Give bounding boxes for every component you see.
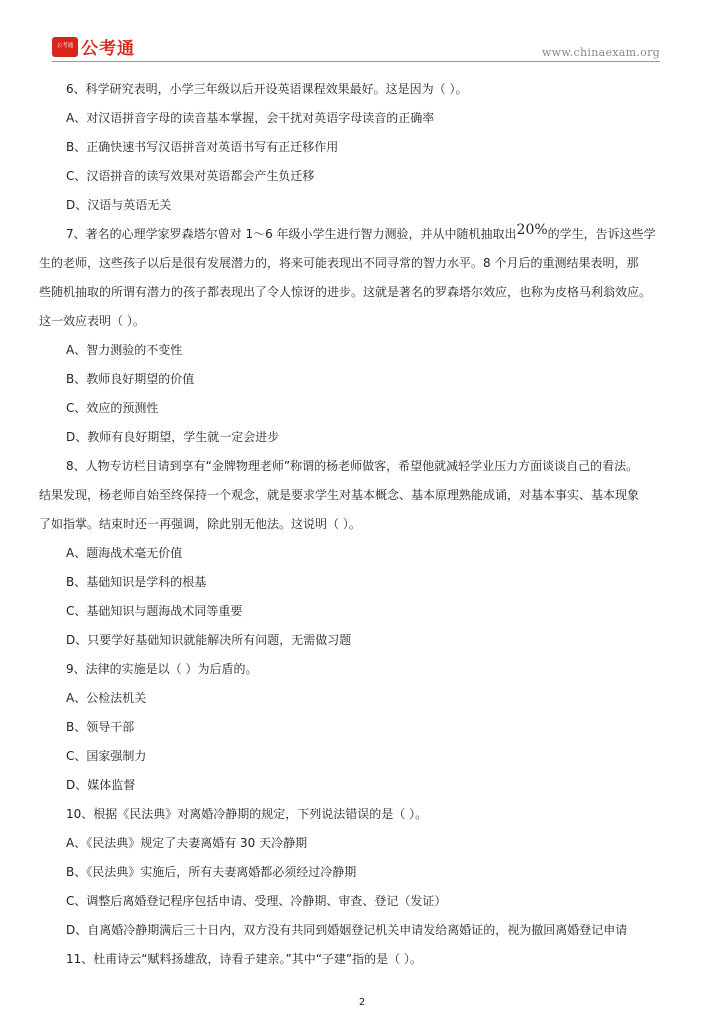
option-c: C、基础知识与题海战术同等重要 <box>66 604 243 618</box>
question-10 <box>66 805 688 950</box>
question-stem-line-1 <box>66 222 688 254</box>
option-b: B、基础知识是学科的根基 <box>66 575 207 589</box>
question-stem-line-2: 生的老师，这些孩子以后是很有发展潜力的，将来可能表现出不同寻常的智力水平。8 个月后的重测结果表明，那 <box>39 256 639 270</box>
option-d: D、教师有良好期望，学生就一定会进步 <box>66 430 280 444</box>
logo-mini-text: 公考通 <box>56 42 74 49</box>
page-number: 2 <box>358 997 366 1008</box>
page-header <box>0 0 724 64</box>
question-stem: 6、科学研究表明，小学三年级以后开设英语课程效果最好。这是因为（ ）。 <box>66 82 468 96</box>
question-7 <box>39 222 688 457</box>
question-9 <box>66 660 688 805</box>
question-stem-line-1: 8、人物专访栏目请到享有“金牌物理老师”称谓的杨老师做客，希望他就减轻学业压力方面谈谈自己的看法。 <box>66 459 639 473</box>
question-stem: 9、法律的实施是以（ ）为后盾的。 <box>66 662 258 676</box>
logo <box>52 34 135 59</box>
option-b: B、教师良好期望的价值 <box>66 372 195 386</box>
percent-value: 20% <box>516 222 548 238</box>
option-d: D、媒体监督 <box>66 778 136 792</box>
question-11 <box>66 950 688 979</box>
question-stem-line-2: 结果发现，杨老师自始至终保持一个观念，就是要求学生对基本概念、基本原理熟能成诵，对基本事实、基本现象 <box>39 488 640 502</box>
option-a: A、公检法机关 <box>66 691 147 705</box>
header-divider <box>52 61 660 62</box>
site-url: www.chinaexam.org <box>541 46 660 59</box>
option-a: A、《民法典》规定了夫妻离婚有 30 天冷静期 <box>66 836 308 850</box>
logo-text: 公考通 <box>81 39 135 59</box>
option-b: B、领导干部 <box>66 720 135 734</box>
question-stem-line-4: 这一效应表明（ ）。 <box>39 314 145 328</box>
option-c: C、调整后离婚登记程序包括申请、受理、冷静期、审查、登记（发证） <box>66 894 447 908</box>
question-stem: 10、根据《民法典》对离婚冷静期的规定，下列说法错误的是（ ）。 <box>66 807 428 821</box>
stem-text: 的学生，告诉这些学 <box>547 227 656 241</box>
question-list <box>39 80 688 979</box>
question-stem-line-3: 了如指掌。结束时还一再强调，除此别无他法。这说明（ ）。 <box>39 517 361 531</box>
question-stem-line-3: 些随机抽取的所谓有潜力的孩子都表现出了令人惊讶的进步。这就是著名的罗森塔尔效应，也称为皮格马利翁效应。 <box>39 285 652 299</box>
option-b: B、《民法典》实施后，所有夫妻离婚都必须经过冷静期 <box>66 865 357 879</box>
option-a: A、智力测验的不变性 <box>66 343 183 357</box>
option-a: A、题海战术毫无价值 <box>66 546 183 560</box>
stem-text: 7、著名的心理学家罗森塔尔曾对 1～6 年级小学生进行智力测验，并从中随机抽取出 <box>66 227 517 241</box>
logo-badge <box>52 37 78 57</box>
question-8 <box>39 457 688 660</box>
option-d: D、只要学好基础知识就能解决所有问题，无需做习题 <box>66 633 352 647</box>
option-c: C、国家强制力 <box>66 749 147 763</box>
option-d: D、汉语与英语无关 <box>66 198 172 212</box>
option-c: C、汉语拼音的读写效果对英语都会产生负迁移 <box>66 169 315 183</box>
question-6 <box>66 80 688 225</box>
option-d: D、自离婚冷静期满后三十日内，双方没有共同到婚姻登记机关申请发给离婚证的，视为撤回离婚登记申请 <box>66 923 628 937</box>
option-b: B、正确快速书写汉语拼音对英语书写有正迁移作用 <box>66 140 339 154</box>
option-c: C、效应的预测性 <box>66 401 159 415</box>
question-stem: 11、杜甫诗云“赋料扬雄敌，诗看子建亲。”其中“子建”指的是（ ）。 <box>66 952 422 966</box>
option-a: A、对汉语拼音字母的读音基本掌握，会干扰对英语字母读音的正确率 <box>66 111 435 125</box>
